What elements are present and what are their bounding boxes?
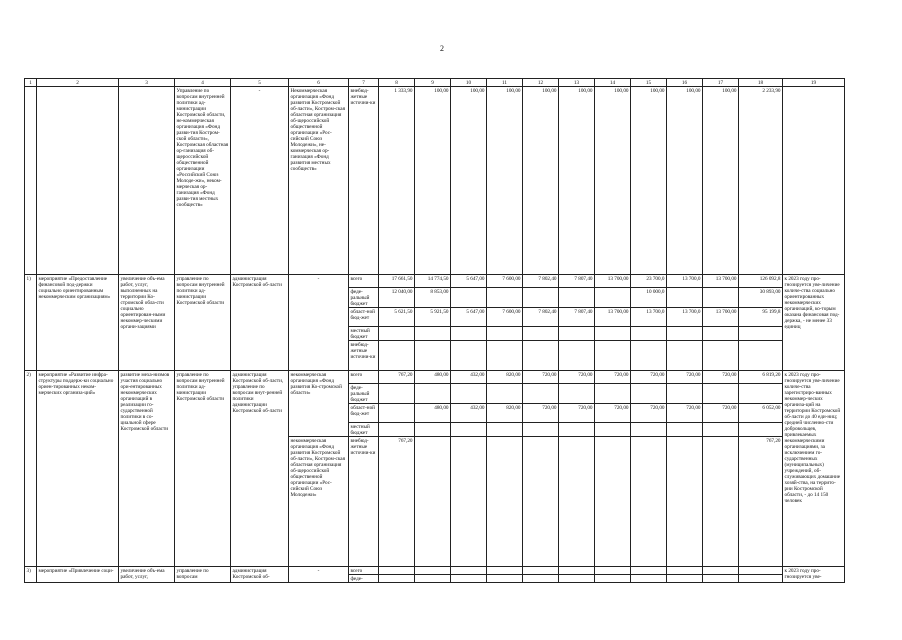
cell-value: 126 092,8 xyxy=(739,275,783,288)
cell-number: 1) xyxy=(25,275,37,371)
cell-value xyxy=(523,341,559,371)
cell-value xyxy=(451,567,487,575)
cell-value xyxy=(523,288,559,308)
cell-value: 7 807,40 xyxy=(559,275,595,288)
cell-value: 95 199,8 xyxy=(739,308,783,327)
cell-source: феде-ральный бюджет xyxy=(349,384,379,404)
cell-value xyxy=(451,437,487,567)
table-row xyxy=(25,87,845,275)
header-cell: 1 xyxy=(25,79,37,87)
cell-result xyxy=(119,87,175,275)
cell-result: развитие меха-низмов участия социально ори-ентированных некоммерческих организаций в реализации го-сударственной политики в со-циальной сфере Костромской области xyxy=(119,371,175,567)
cell-value: 720,00 xyxy=(559,371,595,384)
cell-value xyxy=(739,575,783,583)
header-cell: 2 xyxy=(37,79,119,87)
cell-event: мероприятие «Привлечение соци- xyxy=(37,567,119,583)
cell-value: 5 647,00 xyxy=(451,308,487,327)
cell-value: 720,00 xyxy=(667,371,703,384)
cell-value: 720,00 xyxy=(523,404,559,423)
cell-value xyxy=(667,341,703,371)
cell-indicator: к 2023 году про-гнозируется уве-личение количе-ства зарегистриро-ванных некоммер-ческих организа-ций на территории Костромской об-ласти до 40 еди-ниц; средней численно-сти добровольцев, привлекаемых некоммерческими организациями, за исключением го-сударственных (муниципальных) учреждений, об-служивающих домашние хозяй-ства, на террито-рии Костромской области, - до 14 150 человек xyxy=(783,371,845,567)
cell-source: феде- xyxy=(349,575,379,583)
cell-number: 3) xyxy=(25,567,37,583)
cell-value xyxy=(523,384,559,404)
cell-value xyxy=(559,288,595,308)
header-cell: 9 xyxy=(415,79,451,87)
cell-value: 100,00 xyxy=(559,87,595,275)
cell-value xyxy=(415,327,451,341)
cell-value xyxy=(739,327,783,341)
cell-executor: Управление по вопросам внутренней политики ад-министрации Костромской области, не-коммерческая организация «Фонд разви-тия Костром-ской области», Костромская областная ор-ганизация об-щероссийской общественной организации «Российский Союз Молоде-жи», неком-мерческая ор-ганизация «Фонд разви-тия местных сообществ» xyxy=(175,87,231,275)
table-row xyxy=(25,275,845,288)
cell-value xyxy=(523,437,559,567)
cell-participants: некоммерческая организация «Фонд развития Костромской об-ласти», Костром-ская областная организация об-щероссийской общественной организации «Рос-сийский Союз Молодежи» xyxy=(289,437,349,567)
cell-value: 13 700,0 xyxy=(667,275,703,288)
header-cell: 16 xyxy=(667,79,703,87)
header-cell: 10 xyxy=(451,79,487,87)
cell-value xyxy=(523,327,559,341)
cell-value xyxy=(487,437,523,567)
cell-indicator: к 2023 году про-гнозируется уве- xyxy=(783,567,845,583)
cell-source: всего xyxy=(349,275,379,288)
header-cell: 13 xyxy=(559,79,595,87)
cell-value: 720,00 xyxy=(559,404,595,423)
cell-participants: - xyxy=(289,275,349,371)
cell-value xyxy=(379,575,415,583)
cell-value xyxy=(451,423,487,437)
cell-value xyxy=(415,341,451,371)
cell-value: 100,00 xyxy=(667,87,703,275)
cell-value: 820,00 xyxy=(487,404,523,423)
cell-value: 7 807,40 xyxy=(559,308,595,327)
cell-value: 720,00 xyxy=(595,371,631,384)
cell-value xyxy=(523,567,559,575)
cell-value xyxy=(379,567,415,575)
cell-value: 100,00 xyxy=(451,87,487,275)
cell-value: 480,00 xyxy=(415,371,451,384)
cell-value: 820,00 xyxy=(487,371,523,384)
cell-value xyxy=(631,327,667,341)
cell-value xyxy=(667,288,703,308)
cell-value xyxy=(667,567,703,575)
cell-executor: управление по вопросам xyxy=(175,567,231,583)
cell-value xyxy=(559,327,595,341)
cell-value xyxy=(703,423,739,437)
cell-value: 6 819,20 xyxy=(739,371,783,384)
cell-value xyxy=(703,567,739,575)
cell-value xyxy=(595,567,631,575)
cell-value: 14 774,50 xyxy=(415,275,451,288)
cell-source: всего xyxy=(349,371,379,384)
cell-source: всего xyxy=(349,567,379,575)
header-row xyxy=(25,79,845,87)
cell-value xyxy=(667,423,703,437)
cell-executor: управление по вопросам внутренней политики ад-министрации Костромской области xyxy=(175,275,231,371)
cell-value: 13 700,0 xyxy=(667,308,703,327)
cell-value xyxy=(703,384,739,404)
cell-value: 5 647,00 xyxy=(451,275,487,288)
cell-value xyxy=(595,423,631,437)
header-cell: 11 xyxy=(487,79,523,87)
cell-value: 7 600,00 xyxy=(487,275,523,288)
cell-value xyxy=(739,423,783,437)
page-number: 2 xyxy=(440,44,444,53)
header-cell: 4 xyxy=(175,79,231,87)
cell-value: 100,00 xyxy=(487,87,523,275)
cell-value xyxy=(523,423,559,437)
cell-value: 7 600,00 xyxy=(487,308,523,327)
cell-value: 100,00 xyxy=(703,87,739,275)
cell-value xyxy=(595,341,631,371)
cell-value: 100,00 xyxy=(523,87,559,275)
cell-value: 720,00 xyxy=(703,371,739,384)
cell-value xyxy=(559,567,595,575)
cell-value: 13 700,00 xyxy=(703,308,739,327)
cell-value: 1 333,90 xyxy=(379,87,415,275)
cell-source: местный бюджет xyxy=(349,423,379,437)
cell-value xyxy=(415,437,451,567)
cell-value xyxy=(703,341,739,371)
cell-value: 100,00 xyxy=(595,87,631,275)
cell-value xyxy=(379,404,415,423)
cell-source: област-ной бюд-жет xyxy=(349,308,379,327)
cell-value xyxy=(487,423,523,437)
cell-value: 5 621,50 xyxy=(379,308,415,327)
header-cell: 12 xyxy=(523,79,559,87)
cell-event: мероприятие «Развитие инфра-структуры поддерж-ки социально ориен-тированных неком-мерческих организа-ций» xyxy=(37,371,119,567)
cell-value xyxy=(451,384,487,404)
cell-value xyxy=(631,437,667,567)
cell-value xyxy=(487,384,523,404)
cell-value xyxy=(415,423,451,437)
cell-value xyxy=(487,341,523,371)
cell-value xyxy=(415,567,451,575)
cell-value: 13 700,00 xyxy=(703,275,739,288)
cell-value: 720,00 xyxy=(631,371,667,384)
cell-value xyxy=(667,437,703,567)
cell-value: 30 893,00 xyxy=(739,288,783,308)
cell-value xyxy=(451,575,487,583)
cell-value xyxy=(595,437,631,567)
cell-value xyxy=(451,327,487,341)
cell-value xyxy=(595,288,631,308)
cell-value xyxy=(703,437,739,567)
cell-value xyxy=(487,575,523,583)
cell-value xyxy=(595,327,631,341)
cell-coexecutor: - xyxy=(231,87,289,275)
cell-participants: некоммерческая организация «Фонд развития Ко-стромской области» xyxy=(289,371,349,437)
cell-source: феде-ральный бюджет xyxy=(349,288,379,308)
cell-value: 767,20 xyxy=(379,371,415,384)
cell-value xyxy=(559,575,595,583)
cell-value: 13 700,00 xyxy=(595,275,631,288)
cell-value: 7 802,40 xyxy=(523,275,559,288)
header-cell: 17 xyxy=(703,79,739,87)
header-cell: 19 xyxy=(783,79,845,87)
cell-value xyxy=(415,384,451,404)
cell-value xyxy=(379,384,415,404)
cell-value xyxy=(739,341,783,371)
cell-value: 720,00 xyxy=(523,371,559,384)
cell-value: 720,00 xyxy=(631,404,667,423)
cell-value xyxy=(703,575,739,583)
cell-participants: - xyxy=(289,567,349,583)
cell-number: 2) xyxy=(25,371,37,567)
cell-value: 13 700,0 xyxy=(631,308,667,327)
cell-value xyxy=(703,288,739,308)
cell-value xyxy=(739,567,783,575)
cell-value xyxy=(631,423,667,437)
cell-value: 432,00 xyxy=(451,371,487,384)
cell-source: област-ной бюд-жет xyxy=(349,404,379,423)
cell-indicator: к 2023 году про-гнозируется уве-личение количе-ства социально ориентированных некоммерческих организаций, ко-торым оказана финансовая под-держка, - не менее 33 единиц xyxy=(783,275,845,371)
cell-result: увеличение объ-ема работ, услуг, выполненных на территории Ко-стромской обла-сти социально ориентирован-ными некоммер-ческими органи-зациями xyxy=(119,275,175,371)
cell-coexecutor: администрация Костромской об-ласти xyxy=(231,275,289,371)
cell-value: 767,20 xyxy=(379,437,415,567)
header-cell: 6 xyxy=(289,79,349,87)
cell-value: 8 853,00 xyxy=(415,288,451,308)
header-cell: 5 xyxy=(231,79,289,87)
cell-value xyxy=(487,567,523,575)
cell-value: 480,00 xyxy=(415,404,451,423)
cell-value: 432,00 xyxy=(451,404,487,423)
cell-value: 23 700,0 xyxy=(631,275,667,288)
header-cell: 7 xyxy=(349,79,379,87)
cell-value xyxy=(667,575,703,583)
cell-result: увеличение объ-ема работ, услуг, xyxy=(119,567,175,583)
cell-executor: управление по вопросам внутренней политики ад-министрации Костромской области xyxy=(175,371,231,567)
cell-value xyxy=(631,341,667,371)
cell-source: местный бюджет xyxy=(349,327,379,341)
cell-value: 10 000,0 xyxy=(631,288,667,308)
cell-value: 12 040,00 xyxy=(379,288,415,308)
header-cell: 8 xyxy=(379,79,415,87)
header-cell: 18 xyxy=(739,79,783,87)
cell-indicator xyxy=(783,87,845,275)
cell-participants: Некоммерческая организация «Фонд развития Костромской об-ласти», Костром-ская областная организация об-щероссийской общественной организации «Рос-сийский Союз Молодежи», не-коммерческая ор-ганизация «Фонд развития местных сообществ» xyxy=(289,87,349,275)
cell-value xyxy=(379,341,415,371)
cell-source: внебюд-жетные источни-ки xyxy=(349,437,379,567)
cell-coexecutor: администрация Костромской об- xyxy=(231,567,289,583)
cell-value xyxy=(379,423,415,437)
cell-value: 720,00 xyxy=(595,404,631,423)
cell-value: 5 921,50 xyxy=(415,308,451,327)
cell-value: 2 233,90 xyxy=(739,87,783,275)
cell-value xyxy=(559,423,595,437)
cell-coexecutor: администрация Костромской об-ласти, управление по вопросам внут-ренней политики администрации Костромской об-ласти xyxy=(231,371,289,567)
cell-value: 6 052,00 xyxy=(739,404,783,423)
table-row xyxy=(25,567,845,575)
cell-value xyxy=(451,288,487,308)
header-cell: 3 xyxy=(119,79,175,87)
cell-value: 13 700,00 xyxy=(595,308,631,327)
cell-value: 720,00 xyxy=(667,404,703,423)
cell-source: внебюд-жетные источни-ки xyxy=(349,341,379,371)
cell-value xyxy=(415,575,451,583)
cell-value: 7 802,40 xyxy=(523,308,559,327)
cell-value xyxy=(487,288,523,308)
cell-value xyxy=(667,384,703,404)
cell-value: 100,00 xyxy=(415,87,451,275)
cell-value xyxy=(487,327,523,341)
cell-value xyxy=(703,327,739,341)
cell-value xyxy=(595,384,631,404)
cell-value xyxy=(559,437,595,567)
cell-value: 720,00 xyxy=(703,404,739,423)
cell-value xyxy=(559,384,595,404)
cell-value xyxy=(523,575,559,583)
table-row xyxy=(25,371,845,384)
header-cell: 14 xyxy=(595,79,631,87)
cell-event xyxy=(37,87,119,275)
cell-value xyxy=(739,384,783,404)
cell-value: 17 661,50 xyxy=(379,275,415,288)
cell-value: 767,20 xyxy=(739,437,783,567)
program-table xyxy=(24,78,845,583)
header-cell: 15 xyxy=(631,79,667,87)
cell-event: мероприятие «Предоставление финансовой под-держки социально ориентированным некоммерческим организациям» xyxy=(37,275,119,371)
cell-value xyxy=(379,327,415,341)
cell-value xyxy=(667,327,703,341)
cell-value xyxy=(595,575,631,583)
cell-value: 100,00 xyxy=(631,87,667,275)
cell-value xyxy=(631,567,667,575)
cell-value xyxy=(631,575,667,583)
cell-value xyxy=(451,341,487,371)
cell-source: внебюд-жетные источни-ки xyxy=(349,87,379,275)
cell-value xyxy=(631,384,667,404)
cell-number xyxy=(25,87,37,275)
cell-value xyxy=(559,341,595,371)
